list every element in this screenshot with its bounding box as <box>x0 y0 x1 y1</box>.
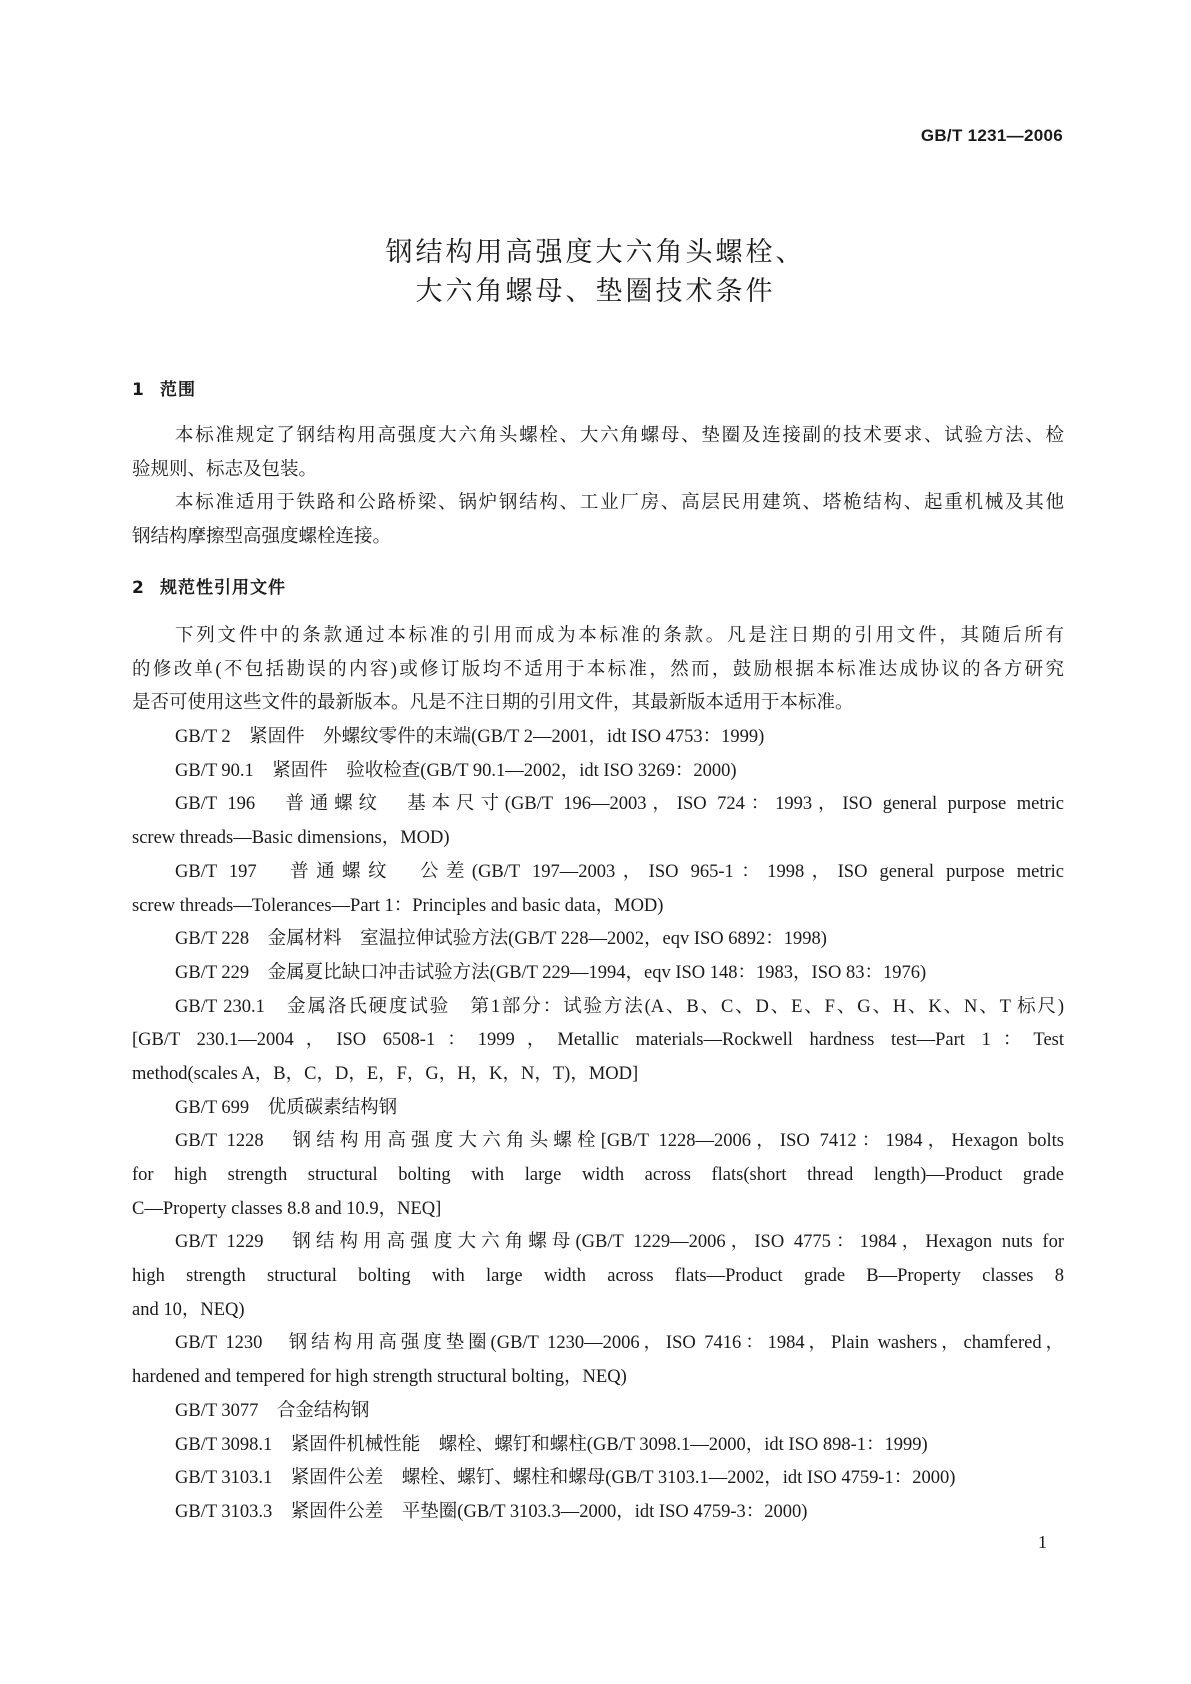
text-line: screw threads—Tolerances—Part 1：Principles and basic data，MOD) <box>132 895 664 916</box>
section-heading-scope <box>132 375 196 405</box>
text-line: GB/T 230.1 金属洛氏硬度试验 第1部分：试验方法(A、B、C、D、E、F、G、H、K、N、T 标尺) <box>175 996 1064 1017</box>
page-number: 1 <box>1038 1532 1047 1552</box>
section-number: 1 <box>132 380 145 400</box>
reference-entry <box>132 957 1064 991</box>
text-line: GB/T 1228 钢结构用高强度大六角头螺栓[GB/T 1228—2006，ISO 7412：1984，Hexagon bolts <box>175 1131 1064 1152</box>
text-line: GB/T 1230 钢结构用高强度垫圈(GB/T 1230—2006，ISO 7416：1984，Plain washers，chamfered， <box>175 1333 1064 1354</box>
reference-entry <box>132 1462 1064 1496</box>
document-title <box>0 233 1191 311</box>
reference-entry <box>132 1226 1064 1327</box>
text-line: GB/T 228 金属材料 室温拉伸试验方法(GB/T 228—2002，eqv ISO 6892：1998) <box>175 929 827 950</box>
text-line: GB/T 229 金属夏比缺口冲击试验方法(GB/T 229—1994，eqv ISO 148：1983，ISO 83：1976) <box>175 962 927 983</box>
reference-entry <box>132 755 1064 789</box>
reference-entry <box>132 1327 1064 1394</box>
text-line: GB/T 2 紧固件 外螺纹零件的末端(GB/T 2—2001，idt ISO 4753：1999) <box>175 727 765 748</box>
reference-entry <box>132 1429 1064 1463</box>
text-line: GB/T 90.1 紧固件 验收检查(GB/T 90.1—2002，idt ISO 3269：2000) <box>175 760 737 781</box>
reference-entry <box>132 1496 1064 1530</box>
title-line: 大六角螺母、垫圈技术条件 <box>415 276 776 307</box>
text-line: method(scales A，B，C，D，E，F，G，H，K，N，T)，MOD] <box>132 1063 639 1084</box>
reference-entry <box>132 788 1064 855</box>
text-line: GB/T 3103.3 紧固件公差 平垫圈(GB/T 3103.3—2000，idt ISO 4759-3：2000) <box>175 1501 808 1522</box>
text-line: GB/T 196 普通螺纹 基本尺寸(GB/T 196—2003，ISO 724：1993，ISO general purpose metric <box>175 794 1064 815</box>
reference-entry <box>132 1092 1064 1126</box>
text-line: hardened and tempered for high strength structural bolting，NEQ) <box>132 1367 627 1388</box>
section-title: 范围 <box>160 380 196 400</box>
text-line: 钢结构摩擦型高强度螺栓连接。 <box>132 527 392 548</box>
text-line: GB/T 3103.1 紧固件公差 螺栓、螺钉、螺柱和螺母(GB/T 3103.1—2002，idt ISO 4759-1：2000) <box>175 1468 956 1489</box>
text-line: GB/T 3077 合金结构钢 <box>175 1400 370 1421</box>
standard-number: GB/T 1231—2006 <box>920 126 1063 145</box>
section-number: 2 <box>132 578 145 598</box>
text-line: 下列文件中的条款通过本标准的引用而成为本标准的条款。凡是注日期的引用文件，其随后所有 <box>175 626 1064 646</box>
text-line: for high strength structural bolting with large width across flats(short thread length)—Product grade <box>132 1165 1064 1185</box>
title-line: 钢结构用高强度大六角头螺栓、 <box>385 237 806 268</box>
text-line: GB/T 197 普通螺纹 公差(GB/T 197—2003，ISO 965-1：1998，ISO general purpose metric <box>175 861 1064 882</box>
paragraph <box>132 420 1064 487</box>
reference-entry <box>132 923 1064 957</box>
reference-entry <box>132 856 1064 923</box>
text-line: 验规则、标志及包装。 <box>132 459 318 480</box>
section-body-normative-references <box>132 620 1064 1530</box>
reference-entry <box>132 721 1064 755</box>
paragraph <box>132 620 1064 721</box>
paragraph <box>132 487 1064 554</box>
section-title: 规范性引用文件 <box>160 578 286 598</box>
text-line: and 10，NEQ) <box>132 1299 245 1320</box>
section-heading-normative-references <box>132 573 286 603</box>
reference-entry <box>132 1395 1064 1429</box>
text-line: C—Property classes 8.8 and 10.9，NEQ] <box>132 1198 442 1219</box>
text-line: GB/T 3098.1 紧固件机械性能 螺栓、螺钉和螺柱(GB/T 3098.1—2000，idt ISO 898-1：1999) <box>175 1434 928 1455</box>
text-line: high strength structural bolting with large width across flats—Product grade B—Property classes 8 <box>132 1266 1064 1287</box>
text-line: 的修改单(不包括勘误的内容)或修订版均不适用于本标准，然而，鼓励根据本标准达成协议的各方研究 <box>132 659 1064 680</box>
text-line: 本标准规定了钢结构用高强度大六角头螺栓、大六角螺母、垫圈及连接副的技术要求、试验方法、检 <box>175 426 1064 446</box>
reference-entry <box>132 1125 1064 1226</box>
section-body-scope <box>132 420 1064 555</box>
text-line: 是否可使用这些文件的最新版本。凡是不注日期的引用文件，其最新版本适用于本标准。 <box>132 693 854 714</box>
text-line: screw threads—Basic dimensions，MOD) <box>132 828 450 849</box>
text-line: [GB/T 230.1—2004，ISO 6508-1：1999，Metallic materials—Rockwell hardness test—Part 1：Test <box>132 1030 1064 1051</box>
reference-entry <box>132 991 1064 1092</box>
text-line: GB/T 1229 钢结构用高强度大六角螺母(GB/T 1229—2006，ISO 4775：1984，Hexagon nuts for <box>175 1232 1064 1253</box>
text-line: GB/T 699 优质碳素结构钢 <box>175 1097 398 1118</box>
text-line: 本标准适用于铁路和公路桥梁、锅炉钢结构、工业厂房、高层民用建筑、塔桅结构、起重机械及其他 <box>175 493 1064 514</box>
